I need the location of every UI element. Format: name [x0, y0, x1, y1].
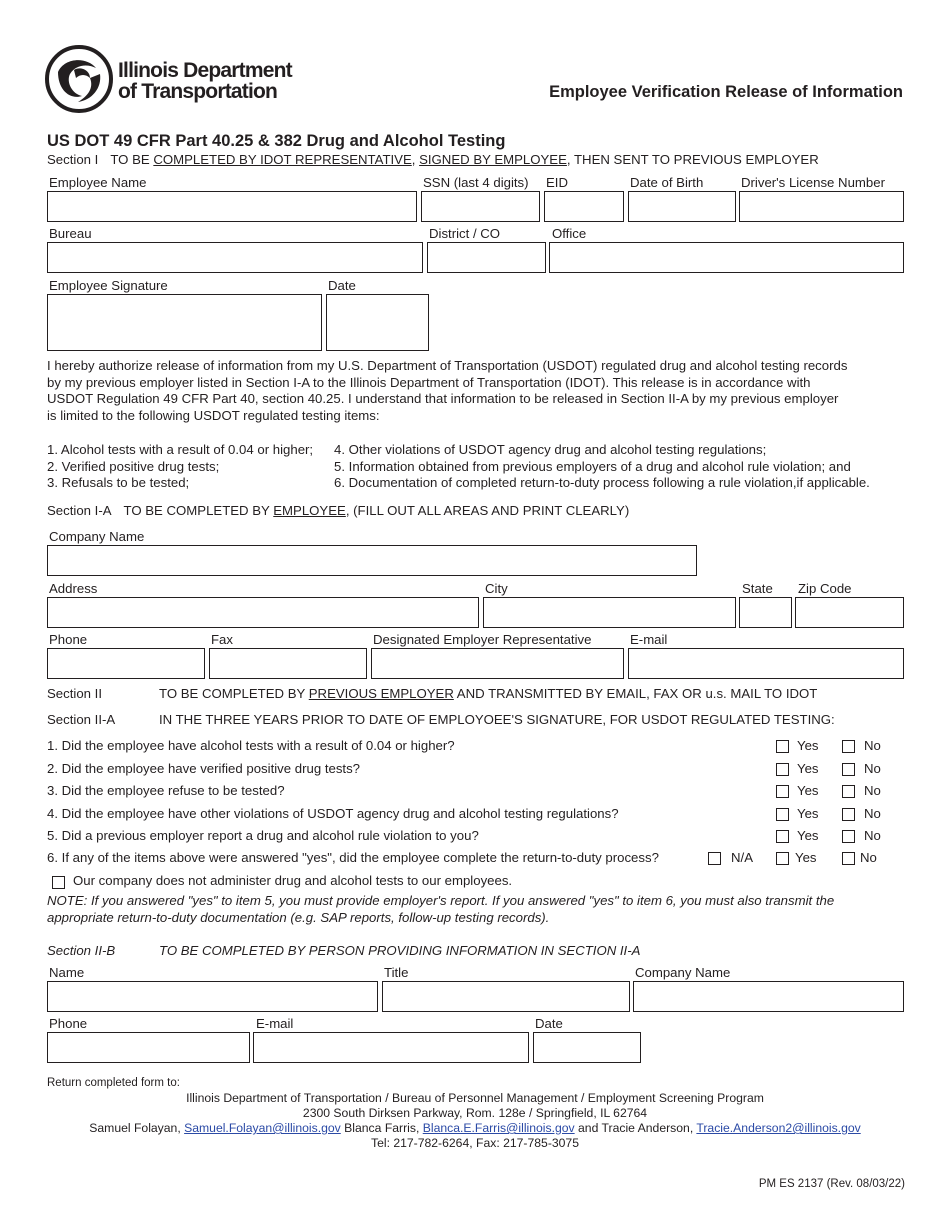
city-label: City	[485, 581, 508, 596]
email-label: E-mail	[630, 632, 668, 647]
ssn-label: SSN (last 4 digits)	[423, 175, 529, 190]
email-link-folayan[interactable]: Samuel.Folayan@illinois.gov	[184, 1121, 341, 1135]
district-label: District / CO	[429, 226, 501, 241]
rep-label: Designated Employer Representative	[373, 632, 592, 647]
q3-no-checkbox[interactable]	[842, 785, 855, 798]
q3-no-label: No	[864, 783, 881, 798]
form-title: Employee Verification Release of Information	[549, 83, 903, 101]
item-right-6: 6. Documentation of completed return-to-duty process following a rule violation,if applicable.	[334, 475, 870, 490]
question-6: 6. If any of the items above were answered "yes", did the employee complete the return-to-duty process?	[47, 850, 659, 865]
zip-label: Zip Code	[798, 581, 852, 596]
state-input[interactable]	[739, 597, 792, 628]
question-4: 4. Did the employee have other violations of USDOT agency drug and alcohol testing regulations?	[47, 806, 619, 821]
bureau-label: Bureau	[49, 226, 92, 241]
provider-company-label: Company Name	[635, 965, 731, 980]
note-line-2: appropriate return-to-duty documentation (e.g. SAP reports, follow-up testing records).	[47, 910, 550, 925]
q2-yes-label: Yes	[797, 761, 819, 776]
q1-yes-checkbox[interactable]	[776, 740, 789, 753]
section2-label: Section II	[47, 686, 102, 701]
logo-line1: Illinois Department	[118, 59, 292, 82]
office-label: Office	[552, 226, 587, 241]
fax-input[interactable]	[209, 648, 367, 679]
provider-company-input[interactable]	[633, 981, 904, 1012]
provider-phone-input[interactable]	[47, 1032, 250, 1063]
provider-name-label: Name	[49, 965, 85, 980]
eid-label: EID	[546, 175, 568, 190]
logo-line2: of Transportation	[118, 80, 278, 103]
company-name-label: Company Name	[49, 529, 145, 544]
q2-no-checkbox[interactable]	[842, 763, 855, 776]
provider-title-input[interactable]	[382, 981, 630, 1012]
provider-date-input[interactable]	[533, 1032, 641, 1063]
section1-label: Section I	[47, 152, 99, 167]
ssn-input[interactable]	[421, 191, 540, 222]
q6-yes-checkbox[interactable]	[776, 852, 789, 865]
license-label: Driver's License Number	[741, 175, 885, 190]
section2b-label: Section II-B	[47, 943, 116, 958]
email-link-anderson[interactable]: Tracie.Anderson2@illinois.gov	[696, 1121, 861, 1135]
q4-no-label: No	[864, 806, 881, 821]
signature-date-input[interactable]	[326, 294, 429, 351]
footer-line-2: 2300 South Dirksen Parkway, Rom. 128e / Springfield, IL 62764	[302, 1106, 648, 1120]
authorization-line-4: is limited to the following USDOT regulated testing items:	[47, 408, 380, 423]
address-label: Address	[49, 581, 98, 596]
city-input[interactable]	[483, 597, 736, 628]
q6-no-label: No	[860, 850, 877, 865]
signature-label: Employee Signature	[49, 278, 168, 293]
provider-title-label: Title	[384, 965, 409, 980]
authorization-line-1: I hereby authorize release of information from my U.S. Department of Transportation (USDOT) regulated drug and alcohol testing records	[47, 358, 848, 373]
dob-label: Date of Birth	[630, 175, 704, 190]
q2-yes-checkbox[interactable]	[776, 763, 789, 776]
q6-no-checkbox[interactable]	[842, 852, 855, 865]
q1-yes-label: Yes	[797, 738, 819, 753]
item-right-5: 5. Information obtained from previous employers of a drug and alcohol rule violation; and	[334, 459, 851, 474]
q2-no-label: No	[864, 761, 881, 776]
provider-email-input[interactable]	[253, 1032, 529, 1063]
q6-yes-label: Yes	[795, 850, 817, 865]
page-subtitle: US DOT 49 CFR Part 40.25 & 382 Drug and Alcohol Testing	[47, 132, 506, 150]
bureau-input[interactable]	[47, 242, 423, 273]
company-name-input[interactable]	[47, 545, 697, 576]
employee-name-input[interactable]	[47, 191, 417, 222]
q6-na-checkbox[interactable]	[708, 852, 721, 865]
q5-yes-checkbox[interactable]	[776, 830, 789, 843]
form-number: PM ES 2137 (Rev. 08/03/22)	[758, 1178, 905, 1190]
footer-line-1: Illinois Department of Transportation / Bureau of Personnel Management / Employment Screening Program	[186, 1091, 764, 1105]
section1a-heading: Section I-A TO BE COMPLETED BY EMPLOYEE, (FILL OUT ALL AREAS AND PRINT CLEARLY)	[47, 503, 630, 518]
authorization-line-2: by my previous employer listed in Section I-A to the Illinois Department of Transportation (IDOT). This release is in accordance with	[47, 375, 811, 390]
q5-yes-label: Yes	[797, 828, 819, 843]
no-testing-label: Our company does not administer drug and alcohol tests to our employees.	[73, 873, 513, 888]
rep-input[interactable]	[371, 648, 624, 679]
question-5: 5. Did a previous employer report a drug and alcohol rule violation to you?	[47, 828, 479, 843]
q5-no-checkbox[interactable]	[842, 830, 855, 843]
email-input[interactable]	[628, 648, 904, 679]
provider-email-label: E-mail	[256, 1016, 294, 1031]
signature-date-label: Date	[328, 278, 356, 293]
return-label: Return completed form to:	[47, 1077, 180, 1089]
question-1: 1. Did the employee have alcohol tests with a result of 0.04 or higher?	[47, 738, 455, 753]
provider-name-input[interactable]	[47, 981, 378, 1012]
section2a-label: Section II-A	[47, 712, 116, 727]
note-line-1: NOTE: If you answered "yes" to item 5, you must provide employer's report. If you answered "yes" to item 6, you must also transmit the	[47, 893, 835, 908]
item-left-1: 1. Alcohol tests with a result of 0.04 or higher;	[47, 442, 314, 457]
item-left-3: 3. Refusals to be tested;	[47, 475, 190, 490]
section2a-instr: IN THE THREE YEARS PRIOR TO DATE OF EMPLOYOEE'S SIGNATURE, FOR USDOT REGULATED TESTING:	[159, 712, 835, 727]
question-2: 2. Did the employee have verified positive drug tests?	[47, 761, 361, 776]
employee-name-label: Employee Name	[49, 175, 147, 190]
license-input[interactable]	[739, 191, 904, 222]
idot-logo	[44, 44, 304, 114]
fax-label: Fax	[211, 632, 233, 647]
eid-input[interactable]	[544, 191, 624, 222]
phone-input[interactable]	[47, 648, 205, 679]
state-label: State	[742, 581, 773, 596]
no-testing-checkbox[interactable]	[52, 876, 65, 889]
address-input[interactable]	[47, 597, 479, 628]
q1-no-label: No	[864, 738, 881, 753]
question-3: 3. Did the employee refuse to be tested?	[47, 783, 285, 798]
q3-yes-checkbox[interactable]	[776, 785, 789, 798]
section1-heading: Section I TO BE COMPLETED BY IDOT REPRESENTATIVE, SIGNED BY EMPLOYEE, THEN SENT TO PREVIOUS EMPLOYER	[47, 152, 819, 167]
q3-yes-label: Yes	[797, 783, 819, 798]
q4-yes-label: Yes	[797, 806, 819, 821]
section2-instr: TO BE COMPLETED BY PREVIOUS EMPLOYER AND TRANSMITTED BY EMAIL, FAX OR u.s. MAIL TO IDOT	[159, 686, 818, 701]
q1-no-checkbox[interactable]	[842, 740, 855, 753]
phone-label: Phone	[49, 632, 88, 647]
district-input[interactable]	[427, 242, 546, 273]
idot-logo-icon	[44, 44, 114, 114]
section1a-label: Section I-A	[47, 503, 112, 518]
q4-yes-checkbox[interactable]	[776, 808, 789, 821]
section2b-instr: TO BE COMPLETED BY PERSON PROVIDING INFORMATION IN SECTION II-A	[159, 943, 641, 958]
dob-input[interactable]	[628, 191, 736, 222]
q4-no-checkbox[interactable]	[842, 808, 855, 821]
provider-phone-label: Phone	[49, 1016, 88, 1031]
footer-line-4: Tel: 217-782-6264, Fax: 217-785-3075	[370, 1136, 579, 1150]
authorization-line-3: USDOT Regulation 49 CFR Part 40, section 40.25. I understand that information to be released in Section II-A by my previous employer	[47, 391, 839, 406]
q5-no-label: No	[864, 828, 881, 843]
office-input[interactable]	[549, 242, 904, 273]
q6-na-label: N/A	[731, 850, 753, 865]
zip-input[interactable]	[795, 597, 904, 628]
footer-contacts: Samuel Folayan, Samuel.Folayan@illinois.gov Blanca Farris, Blanca.E.Farris@illinois.gov and Tracie Anderson, Tracie.Anderson2@illinois.gov	[89, 1121, 861, 1135]
email-link-farris[interactable]: Blanca.E.Farris@illinois.gov	[422, 1121, 575, 1135]
provider-date-label: Date	[535, 1016, 563, 1031]
item-right-4: 4. Other violations of USDOT agency drug and alcohol testing regulations;	[334, 442, 767, 457]
signature-input[interactable]	[47, 294, 322, 351]
item-left-2: 2. Verified positive drug tests;	[47, 459, 220, 474]
